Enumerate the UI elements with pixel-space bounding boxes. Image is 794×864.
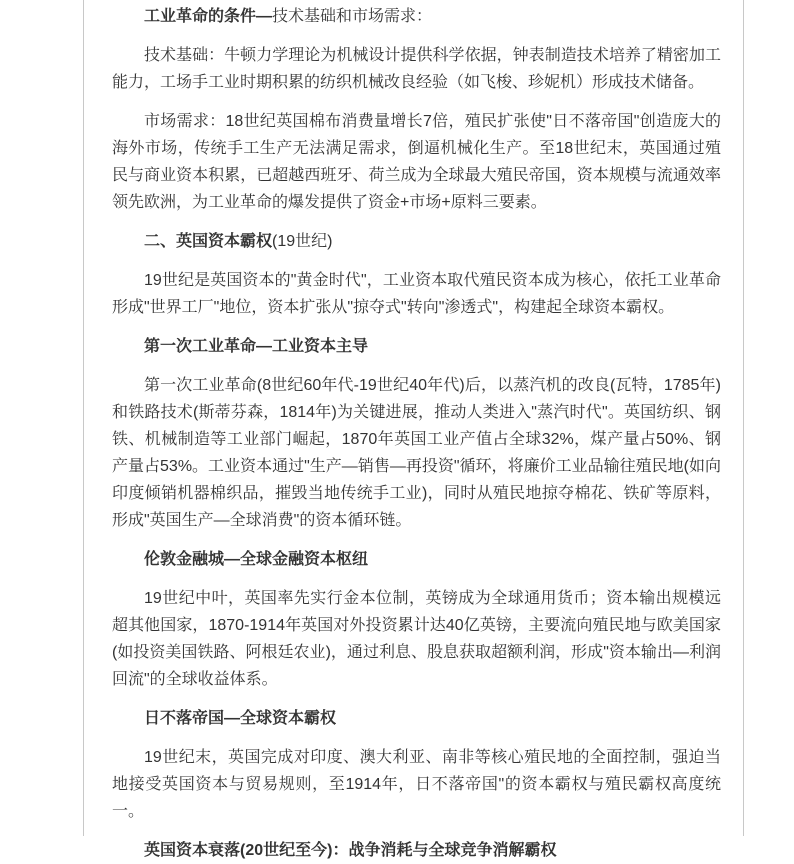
heading-conditions-regular-text: 技术基础和市场需求：: [272, 8, 433, 25]
heading-london-financial-city-bold-text: 伦敦金融城—全球金融资本枢纽: [144, 551, 369, 568]
paragraph-capital-export: 19世纪中叶，英国率先实行金本位制，英镑成为全球通用货币；资本输出规模远超其他国家，1870-1914年英国对外投资累计达40亿英镑，主要流向殖民地与欧美国家(如投资美国铁路、阿根廷农业)，通过利息、股息获取超额利润，形成"资本输出—利润回流"的全球收益体系。: [112, 590, 721, 688]
heading-london-financial-city: [112, 546, 721, 573]
paragraph-colonial-control: 19世纪末，英国完成对印度、澳大利亚、南非等核心殖民地的全面控制，强迫当地接受英国资本与贸易规则，至1914年，日不落帝国"的资本霸权与殖民霸权高度统一。: [112, 749, 721, 820]
heading-british-capital-hegemony-regular-text: (19世纪): [272, 233, 333, 250]
heading-empire-capital-hegemony-bold-text: 日不落帝国—全球资本霸权: [144, 710, 337, 727]
heading-british-capital-decline-bold-text: 英国资本衰落(20世纪至今)：战争消耗与全球竞争消解霸权: [144, 842, 557, 859]
document-page: [83, 0, 744, 859]
heading-conditions-bold-text: 工业革命的条件—: [144, 8, 273, 25]
heading-first-industrial-revolution-bold-text: 第一次工业革命—工业资本主导: [144, 338, 369, 355]
heading-british-capital-hegemony: [112, 228, 721, 255]
paragraph-market-demand: 市场需求：18世纪英国棉布消费量增长7倍，殖民扩张使"日不落帝国"创造庞大的海外市场，传统手工生产无法满足需求，倒逼机械化生产。至18世纪末，英国通过殖民与商业资本积累，已超越西班牙、荷兰成为全球最大殖民帝国，资本规模与流通效率领先欧洲，为工业革命的爆发提供了资金+市场+原料三要素。: [112, 113, 721, 211]
heading-british-capital-hegemony-bold-text: 二、英国资本霸权: [144, 233, 273, 250]
heading-british-capital-decline: [112, 837, 721, 864]
heading-conditions: [112, 3, 721, 30]
paragraph-technical-basis: 技术基础：牛顿力学理论为机械设计提供科学依据，钟表制造技术培养了精密加工能力，工场手工业时期积累的纺织机械改良经验（如飞梭、珍妮机）形成技术储备。: [112, 47, 721, 91]
heading-first-industrial-revolution: [112, 333, 721, 360]
paragraph-industrial-capital-cycle: 第一次工业革命(8世纪60年代-19世纪40年代)后，以蒸汽机的改良(瓦特，1785年)和铁路技术(斯蒂芬森，1814年)为关键进展，推动人类进入"蒸汽时代"。英国纺织、钢铁、机械制造等工业部门崛起，1870年英国工业产值占全球32%，煤产量占50%、钢产量占53%。工业资本通过"生产—销售—再投资"循环，将廉价工业品输往殖民地(如向印度倾销机器棉织品，摧毁当地传统手工业)，同时从殖民地掠夺棉花、铁矿等原料，形成"英国生产—全球消费"的资本循环链。: [112, 377, 721, 529]
heading-empire-capital-hegemony: [112, 705, 721, 732]
paragraph-golden-age: 19世纪是英国资本的"黄金时代"，工业资本取代殖民资本成为核心，依托工业革命形成"世界工厂"地位，资本扩张从"掠夺式"转向"渗透式"，构建起全球资本霸权。: [112, 272, 721, 316]
